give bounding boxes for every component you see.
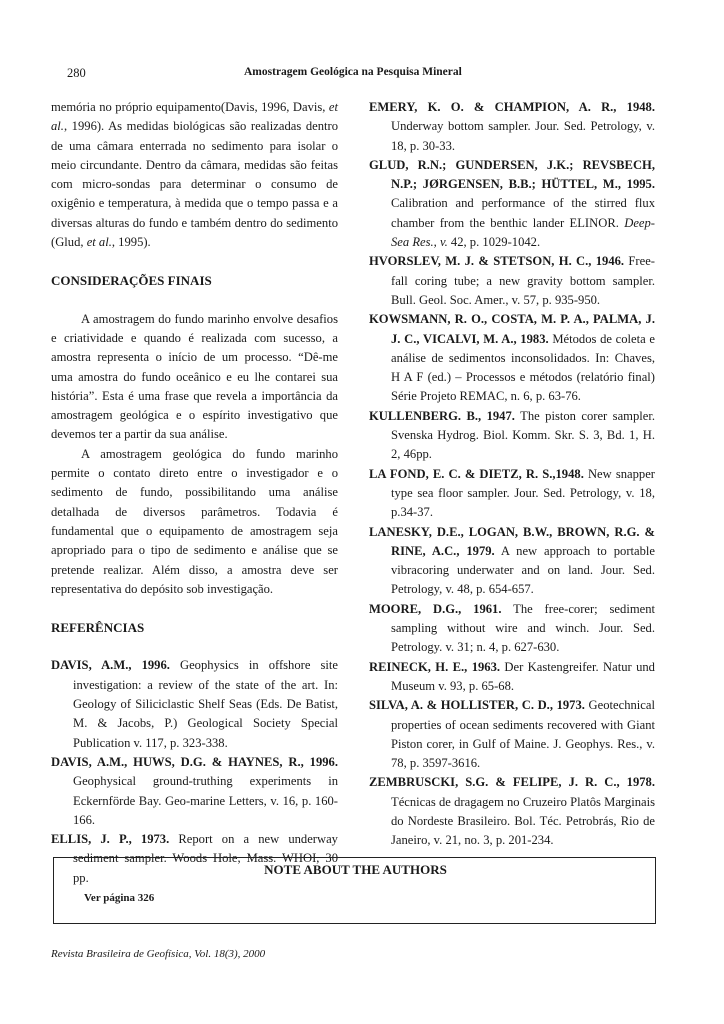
left-column [51,98,338,888]
reference-authors: KULLENBERG. B., 1947. [369,408,515,423]
reference-entry [51,753,338,830]
reference-authors: DAVIS, A.M., HUWS, D.G. & HAYNES, R., 1996. [51,754,338,769]
page-header [0,66,724,84]
reference-text: A new approach to portable vibracoring underwater and on land. Jour. Sed. Petrology, v. 48, p. 654-657. [391,543,655,597]
reference-text: New snapper type sea floor sampler. Jour. Sed. Petrology, v. 18, p.34-37. [391,466,655,520]
intro-text-1: memória no próprio equipamento(Davis, 1996, Davis, [51,100,329,114]
reference-entry [369,156,655,252]
reference-authors: HVORSLEV, M. J. & STETSON, H. C., 1946. [369,254,625,269]
running-title: Amostragem Geológica na Pesquisa Mineral [244,66,462,78]
reference-authors: EMERY, K. O. & CHAMPION, A. R., 1948. [369,100,655,114]
page-number: 280 [67,66,86,80]
reference-authors: DAVIS, A.M., 1996. [51,658,170,673]
reference-text: Underway bottom sampler. Jour. Sed. Petrology, v. 18, p. 30-33. [391,119,655,153]
reference-entry [369,658,655,697]
reference-entry [369,696,655,773]
note-about-authors-box [53,857,656,924]
reference-authors: SILVA, A. & HOLLISTER, C. D., 1973. [369,698,585,713]
section-heading-references: REFERÊNCIAS [51,620,145,636]
section-heading-final: CONSIDERAÇÕES FINAIS [51,273,212,289]
journal-name: Deep-Sea Res., v. [391,215,655,250]
reference-authors: LANESKY, D.E., LOGAN, B.W., BROWN, R.G. & RINE, A.C., 1979. [369,524,655,558]
reference-text: The free-corer; sediment sampling without wire and winch. Jour. Sed. Petrology. v. 31; n. 4, p. 627-630. [391,601,655,655]
reference-entry [369,600,655,658]
reference-text: Free-fall coring tube; a new gravity bottom sampler. Bull. Geol. Soc. Amer., v. 57, p. 935-950. [391,254,655,307]
reference-entry [369,465,655,523]
intro-text-3: , 1995). [111,235,151,250]
reference-entry [369,523,655,600]
intro-etal-2: et al. [86,235,112,250]
reference-authors: LA FOND, E. C. & DIETZ, R. S.,1948. [369,466,584,481]
note-title: NOTE ABOUT THE AUTHORS [264,862,447,877]
reference-text: Report on a new underway sediment sampler. Woods Hole, Mass. WHOI, 30 pp. [73,832,338,885]
reference-authors: KOWSMANN, R. O., COSTA, M. P. A., PALMA, J. J. C., VICALVI, M. A., 1983. [369,312,655,346]
intro-etal-1: et al. [51,100,338,134]
reference-entry [369,407,655,465]
reference-text: Geophysics in offshore site investigation: a review of the state of the art. In: Geology of Siliciclastic Shelf Seas (Eds. De Batist, M. & Jacobs, P.) Geological Society Special Publication v. 117, p. 323-338. [73,658,338,750]
reference-text: Geotechnical properties of ocean sediments recovered with Giant Piston corer, in Gulf of Maine. J. Geophys. Res., v. 78, p. 3597-3616. [391,698,655,771]
reference-text: Técnicas de dragagem no Cruzeiro Platôs Marginais do Nordeste Brasileiro. Bol. Téc. Petrobrás, Rio de Janeiro, v. 21, no. 3, p. 201-234. [391,794,655,848]
reference-entry [369,773,655,850]
reference-entry [369,252,655,310]
reference-entry [369,310,655,406]
reference-text: Calibration and performance of the stirred flux chamber from the benthic lander ELINOR. [391,196,655,230]
reference-authors: REINECK, H. E., 1963. [369,659,501,674]
reference-authors: GLUD, R.N.; GUNDERSEN, J.K.; REVSBECH, N.P.; JØRGENSEN, B.B.; HÜTTEL, M., 1995. [369,157,655,192]
journal-footer: Revista Brasileira de Geofísica, Vol. 18(3), 2000 [51,948,266,960]
reference-tail: 42, p. 1029-1042. [447,235,541,250]
paragraph-1: A amostragem do fundo marinho envolve desafios e criatividade e quando é realizada com sucesso, a amostra representa o início de um processo. “Dê-me uma amostra do fundo oceânico e eu lhe contarei sua história”. Esta é uma frase que revela a importância da amostragem geológica e o espírito investigativo que devemos ter a partir da sua análise. [51,311,338,442]
reference-text: The piston corer sampler. Svenska Hydrog. Biol. Komm. Skr. S. 3, Bd. 1, H. 2, 46pp. [391,408,656,462]
note-body: Ver página 326 [84,892,155,904]
reference-entry [51,656,338,752]
reference-entry [369,98,655,156]
reference-authors: ZEMBRUSCKI, S.G. & FELIPE, J. R. C., 1978. [369,775,655,790]
intro-text-2: , 1996). As medidas biológicas são realizadas dentro de uma câmara enterrada no sedimento para isolar o meio circundante. Dentro da câmara, medidas são feitas com micro-sondas para determinar o consumo de oxigênio e temperatura, à medida que o tempo passa e a diversas alturas do fundo e também dentro do sedimento (Glud, [51,119,338,250]
reference-text: Métodos de coleta e análise de sedimentos inconsolidados. In: Chaves, H A F (ed.) – Processos e métodos (relatório final) Série Projeto REMAC, n. 6, p. 63-76. [391,331,655,404]
paragraph-2: A amostragem geológica do fundo marinho permite o contato direto entre o investigador e o sedimento de fundo, possibilitando uma análise detalhada de diversos parâmetros. Todavia é fundamental que o equipamento de amostragem seja apropriado para o tipo de sedimento e análise que se pretende realizar. Além disso, a amostra deve ser representativa do depósito sob investigação. [51,446,338,596]
right-column [369,98,655,851]
reference-authors: ELLIS, J. P., 1973. [51,832,170,847]
reference-text: Geophysical ground-truthing experiments in Eckernförde Bay. Geo-marine Letters, v. 16, p. 160-166. [73,774,338,827]
intro-paragraph [51,98,338,252]
reference-text: Der Kastengreifer. Natur und Museum v. 93, p. 65-68. [391,659,655,693]
reference-authors: MOORE, D.G., 1961. [369,601,502,616]
